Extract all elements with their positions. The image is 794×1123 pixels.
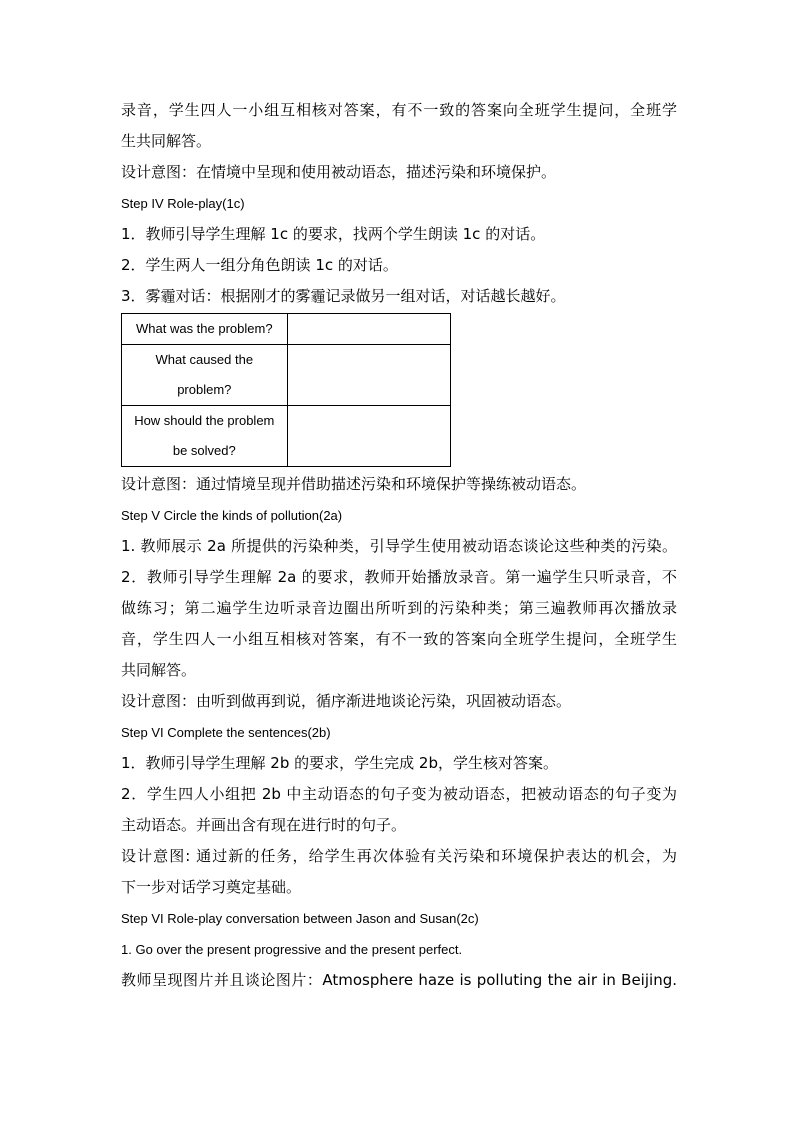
question-cell: [122, 345, 288, 406]
text-line: 2．学生四人小组把 2b 中主动语态的句子变为被动语态，把被动语态的句子变为: [121, 785, 677, 803]
text-line: 生共同解答。: [121, 132, 212, 150]
text-line: 下一步对话学习奠定基础。: [121, 878, 302, 896]
text-line: 2．教师引导学生理解 2a 的要求，教师开始播放录音。第一遍学生只听录音，不: [121, 568, 677, 586]
step-heading-line: 1. Go over the present progressive and the present perfect.: [121, 942, 463, 957]
step-heading-line: Step IV Role-play(1c): [121, 196, 245, 211]
text-line: 做练习；第二遍学生边听录音边圈出所听到的污染种类；第三遍教师再次播放录: [121, 599, 677, 617]
step-heading-line: Step VI Complete the sentences(2b): [121, 725, 331, 740]
text-line: 1．教师引导学生理解 1c 的要求，找两个学生朗读 1c 的对话。: [121, 225, 546, 243]
question-cell: [122, 406, 288, 467]
text-line: 设计意图：在情境中呈现和使用被动语态，描述污染和环境保护。: [121, 163, 557, 181]
answer-cell: [287, 314, 450, 345]
text-line: 录音，学生四人一小组互相核对答案，有不一致的答案向全班学生提问，全班学: [121, 101, 677, 119]
table-row: [122, 314, 451, 345]
text-line: 1. 教师展示 2a 所提供的污染种类，引导学生使用被动语态谈论这些种类的污染。: [121, 537, 677, 555]
step-heading-line: Step VI Role-play conversation between Jason and Susan(2c): [121, 911, 479, 926]
text-line: 3．雾霾对话：根据刚才的雾霾记录做另一组对话，对话越长越好。: [121, 287, 566, 305]
document-page: [121, 95, 677, 996]
table-row: [122, 406, 451, 467]
text-line: 主动语态。并画出含有现在进行时的句子。: [121, 816, 407, 834]
problem-table: [121, 313, 451, 467]
paragraph-group-top: [121, 95, 677, 312]
text-line: 音，学生四人一小组互相核对答案，有不一致的答案向全班学生提问，全班学生: [121, 630, 677, 648]
answer-cell: [287, 406, 450, 467]
text-line: 设计意图：由听到做再到说，循序渐进地谈论污染，巩固被动语态。: [121, 692, 572, 710]
text-line: 2．学生两人一组分角色朗读 1c 的对话。: [121, 256, 398, 274]
answer-cell: [287, 345, 450, 406]
text-line: 教师呈现图片并且谈论图片：Atmosphere haze is polluting the air in Beijing.: [121, 971, 677, 989]
text-line: 设计意图: 通过新的任务，给学生再次体验有关污染和环境保护表达的机会，为: [121, 847, 677, 865]
question-text: What was the problem?: [136, 321, 273, 336]
step-heading-line: Step V Circle the kinds of pollution(2a): [121, 508, 343, 523]
text-line: 共同解答。: [121, 661, 197, 679]
paragraph-group-bottom: [121, 469, 677, 996]
table-row: [122, 345, 451, 406]
text-line: 设计意图：通过情境呈现并借助描述污染和环境保护等操练被动语态。: [121, 475, 587, 493]
question-text: What caused the: [155, 352, 254, 367]
question-text: problem?: [177, 382, 232, 397]
question-text: be solved?: [172, 443, 236, 458]
question-text: How should the problem: [134, 413, 275, 428]
question-cell: [122, 314, 288, 345]
text-line: 1．教师引导学生理解 2b 的要求，学生完成 2b，学生核对答案。: [121, 754, 558, 772]
